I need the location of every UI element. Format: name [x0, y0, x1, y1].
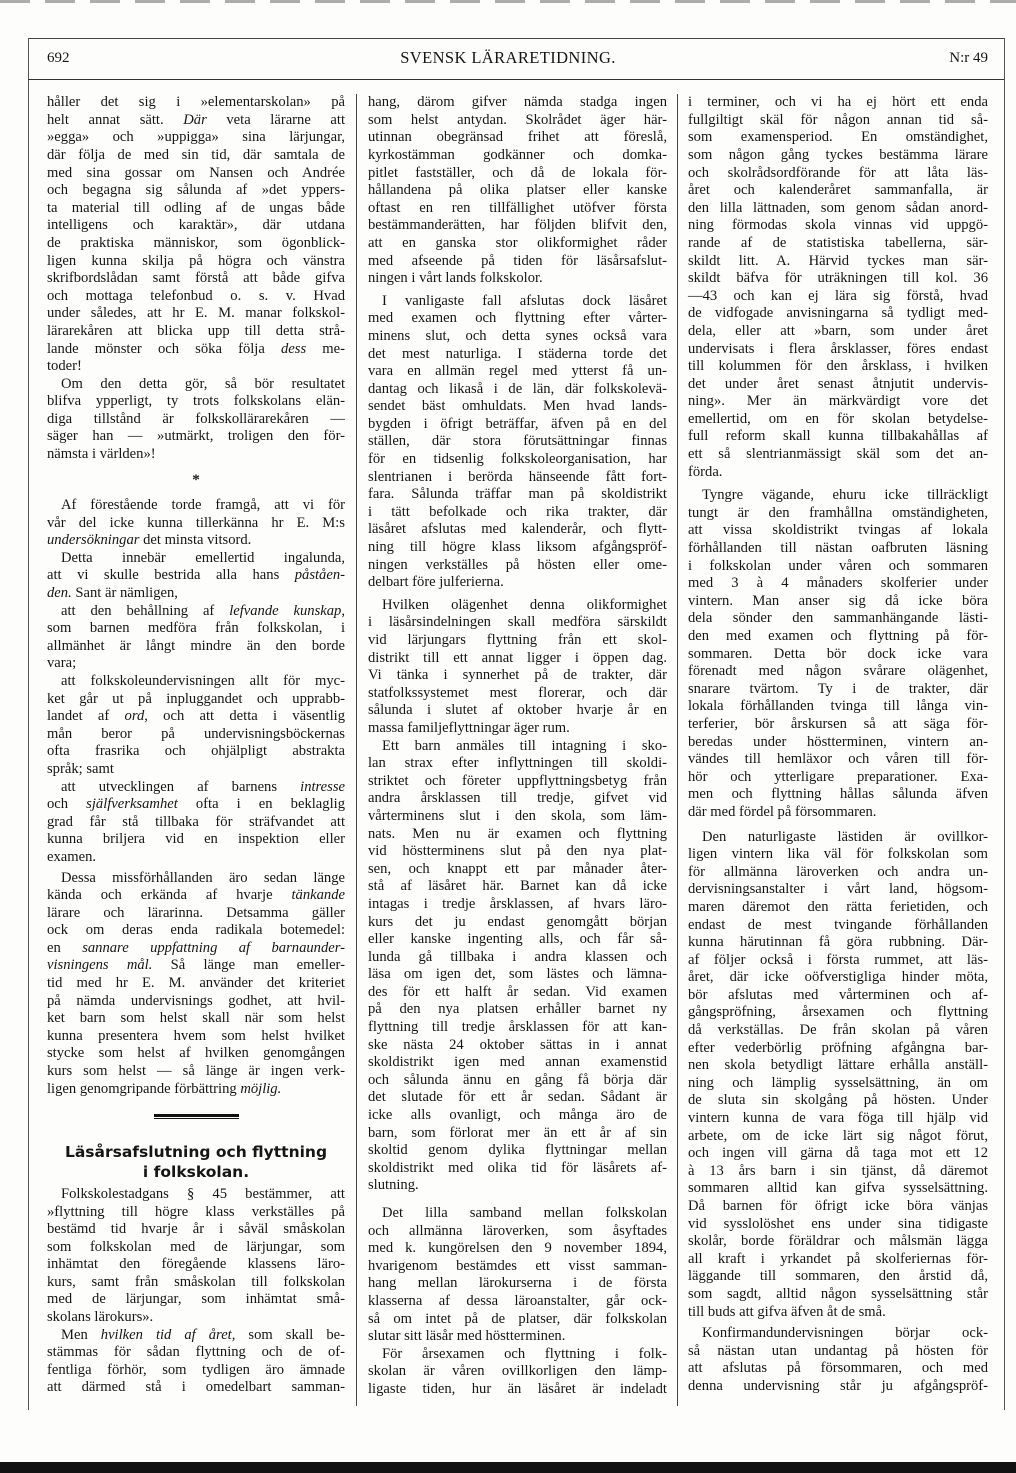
text-line: fullgiltigt skäl för någon annan tid så-	[688, 111, 988, 128]
text-line: ställen, där stora förutsättningar finnas	[368, 433, 667, 450]
text-line: att vissa skoldistrikt tvingas af lokala	[688, 522, 988, 539]
text-line: skrifbordslådan samt förstå att både gifva	[47, 270, 345, 287]
emphasis: visningens mål.	[47, 957, 153, 974]
text-line: skildt litt. A. Härvid tyckes man sär-	[688, 252, 988, 269]
paragraph	[47, 1327, 345, 1397]
text-line: det slutade för ett år sedan. Sådant är	[368, 1089, 667, 1106]
text-line: stå af läsåret här. Barnet kan då icke	[368, 878, 667, 895]
text-line: året, där icke oöfverstigliga hinder möta,	[688, 969, 988, 986]
text-line: ta material till odling af de ungas både	[47, 199, 345, 216]
text-line: Då barnen för öfrigt icke böra vänjas	[688, 1198, 988, 1214]
text-line: Om den detta gör, så bör resultatet	[61, 375, 345, 392]
text-line: helt annat sätt. Där veta lärarne att	[47, 111, 345, 128]
text-line: Hvilken olägenhet denna olikformighet	[382, 596, 667, 613]
emphasis: intresse	[300, 778, 345, 795]
text-line: ning till högre klass liksom afgångspröf-	[368, 539, 667, 556]
text-line: de vidfogade anvisningarna så tydligt med-	[688, 305, 988, 322]
text-line: vintern. Man anser sig då icke böra	[688, 592, 988, 609]
text-line: ock om deras enda radikala botemedel:	[47, 922, 345, 939]
text-line: skoldistrikt med olika tid för läsårets af-	[368, 1159, 667, 1176]
text-line: massa familjeflyttningar äger rum.	[368, 719, 570, 736]
text-line: men och flyttning hållas sålunda äfven	[688, 786, 988, 803]
text-line: Ett barn anmäles till intagning i sko-	[382, 737, 667, 754]
text-line: sålunda i slutet af oktober hvarje år en	[368, 702, 667, 719]
text-line: språk; samt	[47, 760, 114, 777]
emphasis: lefvande kunskap	[229, 602, 342, 619]
text-line: ske nästa 24 oktober sättas in i annat	[368, 1036, 667, 1053]
text-line: förda.	[688, 463, 723, 480]
text-line: distrikt till ett annat ligger i öppen dag.	[368, 649, 667, 666]
paragraph	[47, 497, 345, 550]
text-line: undervisats i flera årsklasser, föres endast	[688, 340, 988, 357]
text-line: Folkskolestadgans § 45 bestämmer, att	[61, 1185, 345, 1202]
text-line: tungt är den framhållna omständigheten,	[688, 504, 988, 521]
emphasis: sannare uppfattning af barnaunder-	[82, 939, 345, 956]
emphasis: påståen-	[294, 567, 345, 584]
text-line: ligen vintern lika väl för folkskolan som	[688, 846, 988, 863]
emphasis: själfverksamhet	[86, 796, 178, 813]
text-line: sendet bäst omhuldats. Men hvad lands-	[368, 398, 667, 415]
text-line: skolår, borde föräldrar och målsmän lägga	[688, 1233, 988, 1250]
text-line: under således, att hr E. M. manar folkskol-	[47, 305, 345, 322]
text-line: snarare tvärtom. Ty i de trakter, där	[688, 680, 988, 697]
paragraph	[47, 1186, 345, 1327]
text-line: För årsexamen och flyttning i folk-	[382, 1345, 667, 1362]
text-line: ett så slentrianmässigt skäl som det an-	[688, 446, 988, 463]
article-separator-rule	[154, 1114, 239, 1119]
text-line: gångspröfning, årsexamen och flyttning	[688, 1004, 988, 1021]
emphasis: dess	[281, 340, 307, 357]
text-line: ligen genomgripande förbättring möjlig.	[47, 1080, 282, 1097]
publication-title: SVENSK LÄRARETIDNING.	[400, 48, 616, 67]
text-line: som helst antydan. Skolrådet äger här-	[368, 111, 667, 128]
text-line: sommaren. Detta bör dock icke vara	[688, 645, 988, 662]
text-column-1	[47, 94, 345, 1397]
text-line: och skolrådsordförande för att låta läs-	[688, 164, 988, 181]
text-line: kyrkostämman godkänner och domka-	[368, 146, 667, 163]
text-line: året och kalenderåret sammanfalla, är	[688, 182, 988, 199]
section-separator-asterisk: *	[192, 472, 200, 489]
text-line: mån beror på undervisningsböckernas	[47, 725, 345, 742]
text-line: kunna presentera hvem som helst hvilket	[47, 1027, 345, 1044]
text-line: i läsårsindelningen skall medföra särskildt	[368, 614, 667, 631]
text-line: och allmänna läroverken, som åsyftades	[368, 1222, 667, 1239]
text-line: minens slut, och detta synes också vara	[368, 327, 667, 344]
text-line: vintern kunna de vara föga till hjälp vid	[688, 1110, 988, 1127]
emphasis: Där	[183, 111, 207, 128]
text-line: landet af ord, och att detta i väsentlig	[47, 708, 345, 725]
emphasis: undersökningar	[47, 532, 140, 549]
paragraph	[368, 738, 667, 1195]
text-line: fara. Sålunda träffar man på skoldistrikt	[368, 486, 667, 503]
text-line: kurs som helst — så länge är ingen verk-	[47, 1063, 345, 1080]
text-line: pitlet fastställer, och då de lokala för-	[368, 164, 667, 181]
text-line: visningens mål. Så länge man emeller-	[47, 957, 345, 974]
text-line: till kolummen för den årsklass, i hvilken	[688, 358, 988, 375]
text-line: vårterminens slut i den skola, som läm-	[368, 807, 667, 824]
text-line: i folkskolan under våren och sommaren	[688, 557, 988, 574]
text-line: lande mönster och söka följa dess me-	[47, 340, 345, 357]
text-line: så nästan utan undantag på hösten för	[688, 1342, 988, 1359]
text-line: hör och ytterligare preparationer. Exa-	[688, 768, 988, 785]
text-column-3	[688, 94, 988, 1395]
text-line: ofta frasrika och ohjälpligt abstrakta	[47, 743, 345, 760]
text-line: striktet och företer uppflyttningsbetyg från	[368, 772, 667, 789]
emphasis: ord	[124, 708, 145, 725]
text-line: och mottaga telefonbud o. s. v. Hvad	[47, 287, 345, 304]
text-line: dervisningsanstalter i vårt land, högsom-	[688, 881, 988, 898]
paragraph	[47, 779, 345, 867]
article-heading	[47, 1142, 345, 1182]
text-line: examen.	[47, 848, 97, 865]
text-line: vara en allmän regel med ytterst få un-	[368, 363, 667, 380]
text-line: skildt bäfva för uträkningen till kol. 36	[688, 270, 988, 287]
text-line: slutning.	[368, 1177, 419, 1194]
text-line: blifva ypperligt, ty trots folkskolans elän-	[47, 393, 345, 410]
text-line: terferier, bör årskursen så att säga för-	[688, 715, 988, 732]
text-line: till buds att gifva äfven åt de små.	[688, 1303, 886, 1320]
text-line: sommaren alltid kan gifva sysselsättning.	[688, 1180, 988, 1197]
text-line: hang mellan lärokurserna i de första	[368, 1275, 667, 1292]
text-line: inhämtat den föregående klassens läro-	[47, 1256, 345, 1273]
text-line: dela sönder den sammanhängande lästi-	[688, 610, 988, 627]
heading-line: Läsårsafslutning och flyttning	[64, 1142, 328, 1161]
page-number: 692	[47, 50, 70, 66]
text-line: Konfirmandundervisningen börjar ock-	[702, 1325, 988, 1342]
text-line: des för ett halft år sedan. Vid examen	[368, 983, 667, 1000]
text-line: statfolkssystemet mest florerar, och där	[368, 684, 667, 701]
text-line: skolans lärokurs».	[47, 1309, 154, 1326]
text-line: att afslutas på försommaren, och med	[688, 1360, 988, 1377]
text-line: och själfverksamhet ofta i en beklaglig	[47, 796, 345, 813]
text-line: icke alls ovanligt, och många äro de	[368, 1107, 667, 1124]
heading-line: i folkskolan.	[142, 1162, 250, 1181]
text-line: så om intet på de platser, där folkskolan	[368, 1310, 667, 1327]
text-line: ning förmodas skola vinnas vid uppgö-	[688, 217, 988, 234]
text-line: intelligens och karaktär», där utdana	[47, 217, 345, 234]
text-line: »egga» och »uppigga» sina lärjungar,	[47, 129, 345, 146]
text-line: eller kanske ingenting alls, och får så-	[368, 931, 667, 948]
text-line: som examensperiod. En omständighet,	[688, 129, 988, 146]
text-line: ning och lämplig sysselsättning, än om	[688, 1074, 988, 1091]
text-line: af följer också i första rummet, att läs-	[688, 951, 988, 968]
text-line: lan strax efter inflyttningen till skoldi-	[368, 755, 667, 772]
text-line: fentliga förhör, som tydligen äro ämnade	[47, 1361, 345, 1378]
paragraph	[688, 94, 988, 481]
text-line: skoldistrikt igen med annan examenstid	[368, 1054, 667, 1071]
text-line: utinnan obegränsad frihet att föreslå,	[368, 129, 667, 146]
emphasis: tänkande	[291, 887, 345, 904]
text-line: vid lärjungars flyttning från ett skol-	[368, 632, 667, 648]
text-line: intagas i tredje årsklassen, af hvars läro-	[368, 895, 667, 912]
text-line: läggande till sommaren, den årstid då,	[688, 1268, 988, 1285]
text-line: de sluta sin skolgång på hösten. Under	[688, 1092, 988, 1109]
text-line: på nämda undervisnings godhet, att hvil-	[47, 992, 345, 1009]
text-line: vid sysslolöshet ens under sina tidigaste	[688, 1215, 988, 1232]
text-line: som någon gång tyckes bestämma lärare	[688, 146, 988, 163]
text-line: för en tidsenlig folkskoleorganisation, har	[368, 451, 667, 468]
text-line: där följa de med sin tid, där samtala de	[47, 146, 345, 163]
text-line: stycke som helst af hvilken genomgången	[47, 1045, 345, 1062]
text-line: vändes till hemläxor och våren till för-	[688, 751, 988, 768]
text-column-2	[368, 94, 667, 1398]
text-line: som barnen medföra från folkskolan, i	[47, 620, 345, 637]
paragraph	[47, 870, 345, 1099]
text-line: all kraft i yrkandet på skolferiernas för-	[688, 1250, 988, 1267]
text-line: kurs det ju endast genomgått början	[368, 913, 667, 930]
text-line: —43 och kan ej lära sig förstå, hvad	[688, 287, 988, 304]
text-line: att den behållning af lefvande kunskap,	[61, 602, 345, 619]
text-line: att folkskoleundervisningen allt för myc-	[61, 672, 345, 689]
text-line: kurs, samt från småskolan till folkskolan	[47, 1273, 345, 1290]
text-line: skoltid genom dylika flyttningar mellan	[368, 1142, 667, 1159]
text-line: den med examen och flyttning på för-	[688, 628, 988, 644]
paragraph	[47, 603, 345, 673]
text-line: barn, som förlorat mer än ett år af sin	[368, 1124, 667, 1141]
text-line: att vi skulle bestrida alla hans påståen-	[47, 567, 345, 584]
text-line: delbart före julferierna.	[368, 574, 504, 591]
text-line: hvarigenom bestämdes ett visst samman-	[368, 1257, 667, 1274]
text-line: I vanligaste fall afslutas dock läsåret	[382, 292, 667, 309]
text-line: på den nya platsen erhåller barnet ny	[368, 1001, 667, 1018]
text-line: arbete, om de icke lärt sig något förut,	[688, 1127, 988, 1144]
text-line: med 3 à 4 månaders skolferier under	[688, 575, 988, 592]
text-line: Vi tänka i synnerhet på de trakter, där	[368, 667, 667, 684]
text-line: stämmas för sådan flyttning och de of-	[47, 1344, 345, 1361]
text-line: tid med hr E. M. använder det kriteriet	[47, 975, 345, 992]
paragraph	[688, 829, 988, 1322]
text-line: à 13 års barn i sin tjänst, då däremot	[688, 1162, 988, 1179]
text-line: efter vederbörlig pröfning afgångna bar-	[688, 1039, 988, 1056]
text-line: Men hvilken tid af året, som skall be-	[61, 1326, 345, 1343]
text-line: förhållanden till nästan oafbruten läsning	[688, 540, 988, 557]
text-line: oftast en ren tillfällighet utöfver första	[368, 199, 667, 216]
text-line: lärare och lärarinna. Detsamma gäller	[47, 904, 345, 921]
emphasis: hvilken tid af året,	[100, 1326, 236, 1343]
text-line: med examen och flyttning efter vårter-	[368, 310, 667, 327]
text-line: Af förestående torde framgå, att vi för	[61, 497, 345, 514]
text-line: för allmänna läroverken och andra un-	[688, 863, 988, 880]
text-line: nämsta i världen»!	[47, 446, 156, 463]
header-rule	[28, 79, 1004, 80]
text-line: skolan är våren ovillkorligen den lämp-	[368, 1363, 667, 1380]
text-line: undersökningar det minsta vitsord.	[47, 532, 252, 549]
text-line: där med fördel på försommaren.	[688, 803, 877, 820]
text-line: den. Sant är nämligen,	[47, 585, 178, 601]
text-line: det mest naturliga. I städerna torde det	[368, 345, 667, 362]
text-line: bör afslutas med vårterminen och af-	[688, 986, 988, 1003]
text-line: den lilla lättnaden, som genom sådan anord-	[688, 199, 988, 216]
text-line: med sina gossar om Nansen och Andrée	[47, 164, 345, 181]
text-line: beredas under höstterminen, vintern an-	[688, 733, 988, 750]
text-line: rande af de statistiska tabellerna, sär-	[688, 234, 988, 251]
text-line: sen, och knappt ett par månader åter-	[368, 860, 667, 877]
text-line: hållandena på olika platser eller kanske	[368, 182, 667, 199]
text-line: de praktiska människor, som ögonblick-	[47, 234, 345, 251]
text-line: allmänhet är långt mindre än den borde	[47, 637, 345, 654]
text-line: hang, därom gifver nämda stadga ingen	[368, 94, 667, 111]
text-line: denna undervisning står ju afgångspröf-	[688, 1377, 988, 1394]
paragraph	[368, 597, 667, 738]
text-line: maren däremot den rätta ferietiden, och	[688, 898, 988, 915]
text-line: lokala förhållanden tvinga till långa vin-	[688, 698, 988, 715]
text-line: bestämmanderätten, har följden blifvit den,	[368, 217, 667, 234]
text-line: Det lilla samband mellan folkskolan	[382, 1205, 667, 1221]
text-line: bestämd tid hvarje år i såväl småskolan	[47, 1221, 345, 1238]
text-line: i tätt befolkade och rika trakter, där	[368, 503, 667, 520]
text-line: slutar sitt läsår med höstterminen.	[368, 1328, 566, 1345]
paragraph	[47, 550, 345, 603]
emphasis: den.	[47, 585, 72, 601]
text-line: andra årsklassen till tredje, gifvet vid	[368, 790, 667, 807]
text-line: att en ganska stor olikformighet råder	[368, 234, 667, 251]
text-line: lunda gå tillbaka i andra klassen och	[368, 948, 667, 965]
text-line: nats. Men nu är examen och flyttning	[368, 825, 667, 842]
text-line: och ingen vill gärna då taga mot ett 12	[688, 1145, 988, 1162]
text-line: att utvecklingen af barnens intresse	[61, 778, 345, 795]
text-line: ligaste tiden, hur än läsåret är indeladt	[368, 1380, 667, 1397]
text-line: ningen verkställes på hösten eller ome-	[368, 556, 667, 573]
text-line: vår del icke kunna tillerkänna hr E. M:s	[47, 514, 345, 531]
text-line: i terminer, och vi ha ej hört ett enda	[688, 94, 988, 111]
paragraph	[47, 673, 345, 779]
text-line: diga tillstånd är folkskollärarekåren —	[47, 410, 345, 427]
issue-number: N:r 49	[949, 50, 988, 66]
text-line: emellertid, om en för skolan betydelse-	[688, 410, 988, 427]
text-line: och begagna sig sålunda af »det yppers-	[47, 182, 345, 199]
paragraph	[47, 376, 345, 464]
text-line: »flyttning till högre klass verkställes på	[47, 1203, 345, 1220]
text-line: nen skola betydligt lättare erhålla anställ-	[688, 1057, 988, 1074]
text-line: med de lärjungar, som inhämtat små-	[47, 1291, 345, 1308]
text-line: med k. kungörelsen den 9 november 1894,	[368, 1240, 667, 1257]
text-line: läsa om igen det, som lästes och lämna-	[368, 966, 667, 983]
text-line: full reform skall kunna tillbakahållas af	[688, 428, 988, 445]
text-line: ligen kunna skilja på högra och vänstra	[47, 252, 345, 269]
text-line: endast de mest tvingande förhållanden	[688, 916, 988, 933]
text-line: Detta innebär emellertid ingalunda,	[61, 549, 345, 566]
text-line: det under året senast åtnjutit undervis-	[688, 375, 988, 392]
text-line: vid höstterminens slut på den nya plat-	[368, 843, 667, 860]
text-line: grad får stå tillbaka för sträfvandet att	[47, 813, 345, 830]
text-line: som sagdt, alltid någon sysselsättning står	[688, 1285, 988, 1302]
text-line: kända och erkända af hvarje tänkande	[47, 887, 345, 904]
text-line: då verkställas. De från skolan på våren	[688, 1022, 988, 1039]
column-divider	[356, 94, 357, 1406]
text-line: ningen i vårt lands folkskolor.	[368, 270, 543, 287]
text-line: Tyngre vägande, ehuru icke tillräckligt	[702, 487, 988, 504]
paragraph	[688, 487, 988, 821]
page-frame-right	[1004, 38, 1005, 1410]
emphasis: möjlig.	[240, 1080, 282, 1097]
text-line: med afseende på tiden för läsårsafslut-	[368, 252, 667, 269]
page-frame-left	[28, 38, 29, 1410]
text-line: Den naturligaste lästiden är ovillkor-	[702, 828, 988, 845]
text-line: ket barn som helst skall när som helst	[47, 1010, 345, 1027]
scan-edge-bottom	[0, 1462, 1016, 1473]
text-line: en sannare uppfattning af barnaunder-	[47, 939, 345, 956]
paragraph	[368, 1205, 667, 1346]
paragraph	[47, 94, 345, 376]
text-line: dela, eller att »barn, som under året	[688, 322, 988, 339]
column-divider	[677, 94, 678, 1406]
text-line: vara;	[47, 655, 77, 672]
text-line: kunna härutinnan få göra rubbning. Där-	[688, 934, 988, 951]
paragraph	[688, 1325, 988, 1395]
paragraph	[368, 94, 667, 288]
scan-edge-top	[0, 0, 1016, 3]
text-line: och sålunda ännu en gång få börja där	[368, 1071, 667, 1088]
text-line: flyttning till tredje årsklassen för att kan-	[368, 1019, 667, 1036]
text-line: klasserna af dessa läroanstalter, går ock-	[368, 1292, 667, 1309]
page-frame-top	[28, 38, 1004, 39]
text-line: bygden i öfrigt beträffar, äfven på en del	[368, 415, 667, 432]
paragraph	[368, 1346, 667, 1399]
text-line: Dessa missförhållanden äro sedan länge	[61, 869, 345, 886]
text-line: förenadt med någon svårare olägenhet,	[688, 663, 988, 680]
text-line: ket går ut på inpluggandet och upprabb-	[47, 690, 345, 707]
text-line: slentrianen i berörda hänseende fått fort-	[368, 468, 667, 485]
text-line: dantag och likaså i de län, där folkskolevä-	[368, 380, 667, 397]
text-line: toder!	[47, 358, 82, 375]
text-line: läsåret afslutas med kalenderår, och flytt-	[368, 521, 667, 538]
text-line: lärarekåren att blicka upp till detta strå-	[47, 322, 345, 339]
text-line: kunna briljera vid en inspektion eller	[47, 831, 345, 848]
text-line: säger han — »utmärkt, troligen den för-	[47, 428, 345, 445]
text-line: håller det sig i »elementarskolan» på	[47, 94, 345, 111]
text-line: som folkskolan med de lärjungar, som	[47, 1238, 345, 1255]
text-line: att därmed stå i omedelbart samman-	[47, 1379, 345, 1396]
paragraph	[368, 293, 667, 592]
text-line: ning». Mer än märkvärdigt vore det	[688, 393, 988, 410]
